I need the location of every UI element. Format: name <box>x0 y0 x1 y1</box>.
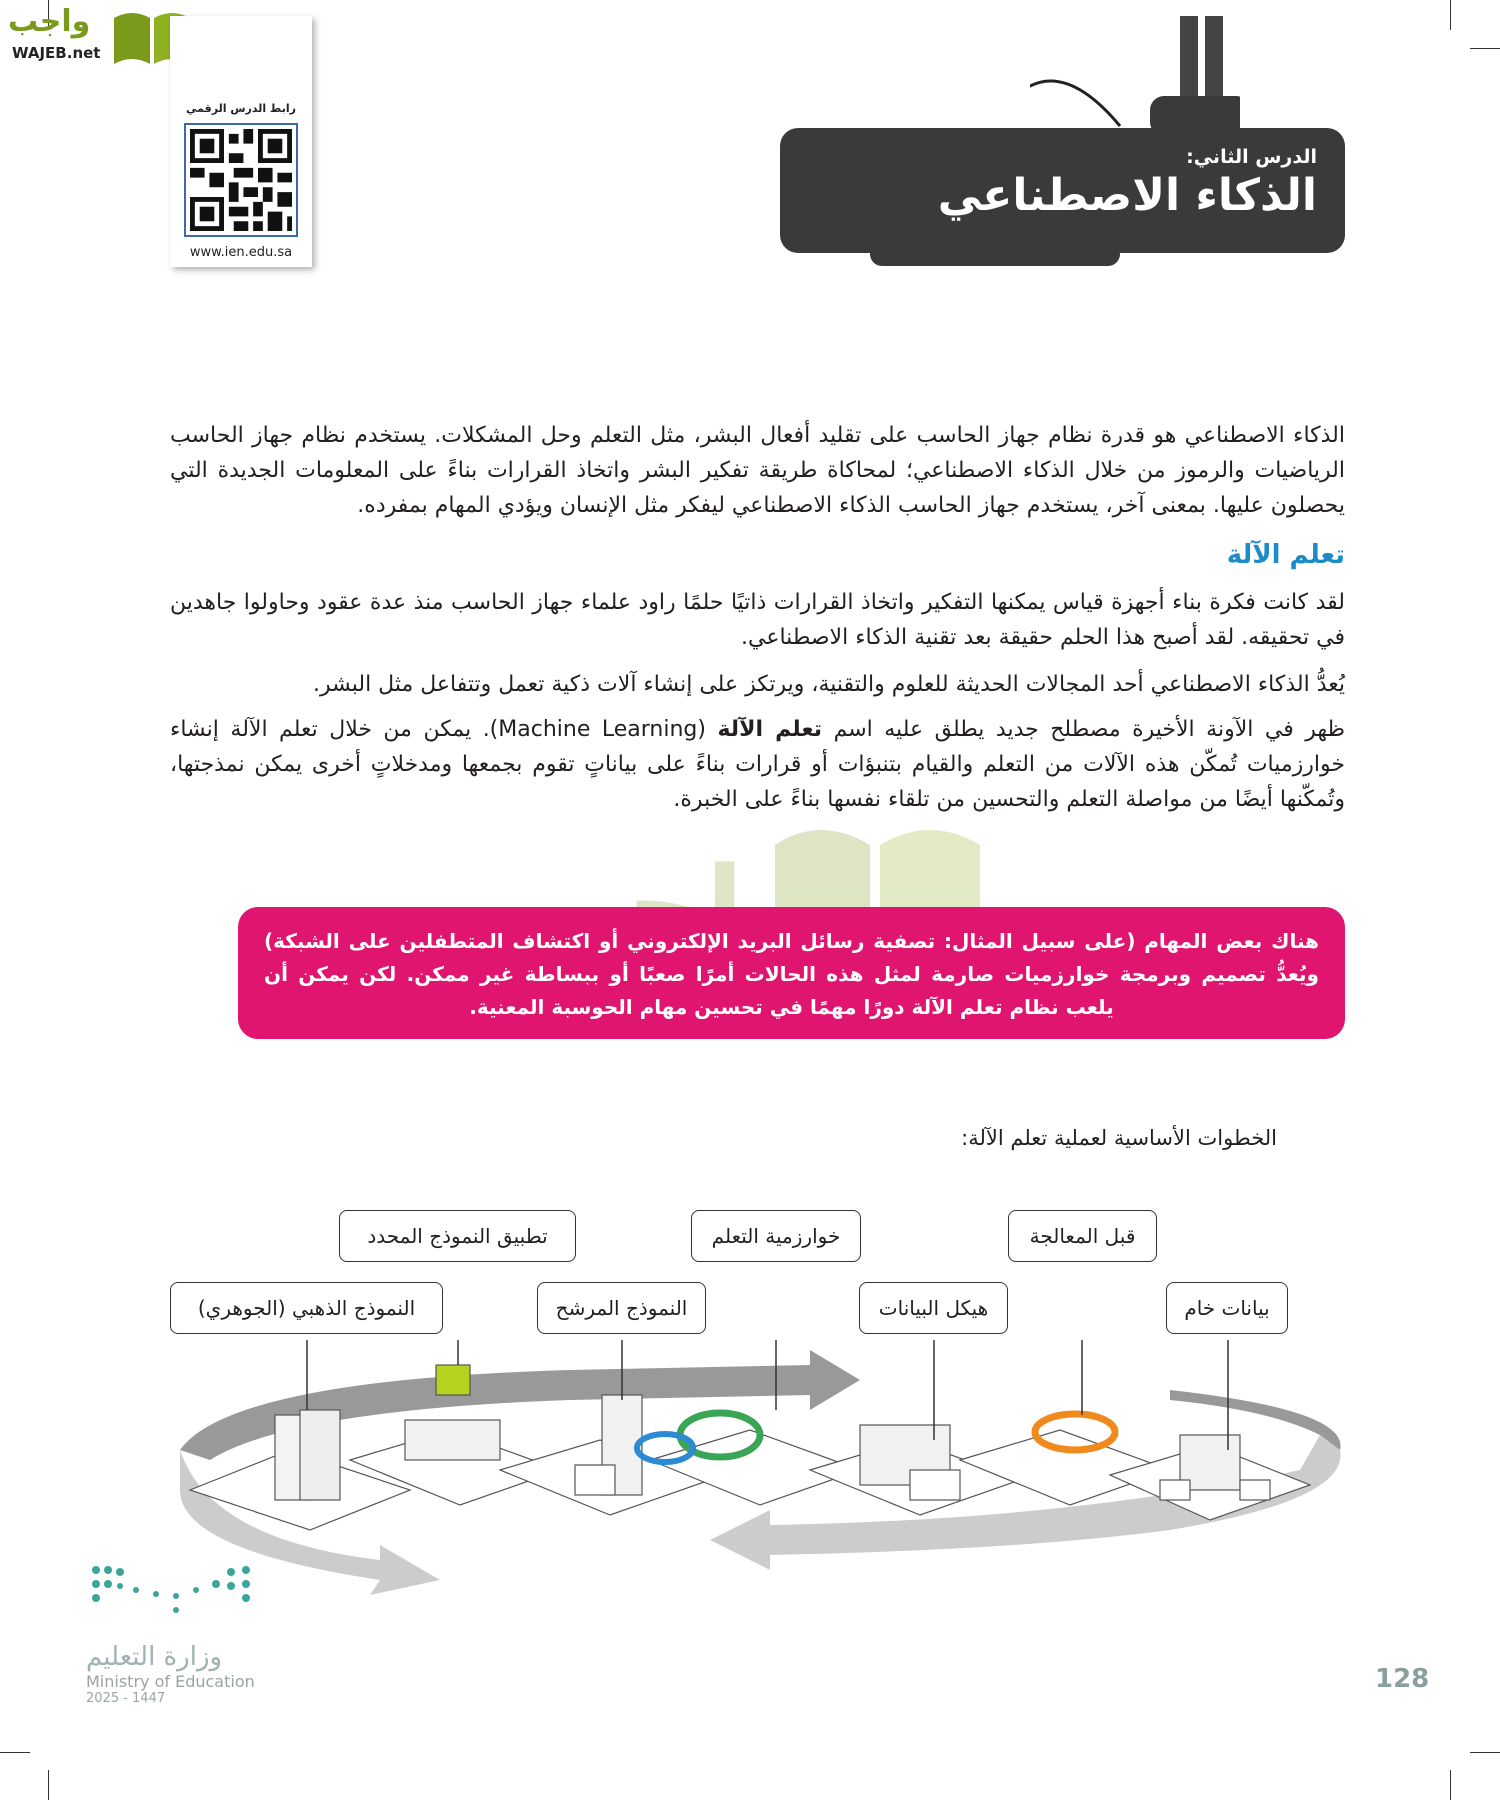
paragraph-2: يُعدُّ الذكاء الاصطناعي أحد المجالات الحديثة للعلوم والتقنية، ويرتكز على إنشاء آلات ذكية تعمل وتتفاعل مثل البشر. <box>312 672 1345 697</box>
qr-card[interactable] <box>170 16 312 267</box>
edition-year: 2025 - 1447 <box>86 1691 166 1706</box>
qr-code-icon <box>184 123 298 237</box>
p3-bold-term: تعلم الآلة <box>717 717 823 742</box>
section-heading: تعلم الآلة <box>1226 540 1345 570</box>
label-candidate-model: النموذج المرشح <box>537 1282 706 1334</box>
label-apply-selected-model: تطبيق النموذج المحدد <box>339 1210 576 1262</box>
label-preprocessing: قبل المعالجة <box>1008 1210 1157 1262</box>
label-golden-model: النموذج الذهبي (الجوهري) <box>170 1282 443 1334</box>
wajeb-logo[interactable] <box>8 4 193 68</box>
intro-paragraph: الذكاء الاصطناعي هو قدرة نظام جهاز الحاسب على تقليد أفعال البشر، مثل التعلم وحل المشكلات. يستخدم نظام جهاز الحاسب الرياضيات والرموز من خلال الذكاء الاصطناعي؛ لمحاكاة طريقة تفكير البشر واتخاذ القرارات بناءً على المعلومات الجديدة التي يحصلون عليها. بمعنى آخر، يستخدم جهاز الحاسب الذكاء الاصطناعي ليفكر مثل الإنسان ويؤدي المهام بمفرده. <box>170 423 1345 518</box>
paragraph-1: لقد كانت فكرة بناء أجهزة قياس يمكنها التفكير واتخاذ القرارات ذاتيًا حلمًا راود علماء جهاز الحاسب منذ عدة عقود وحاولوا جاهدين في تحقيقه. لقد أصبح هذا الحلم حقيقة بعد تقنية الذكاء الاصطناعي. <box>170 590 1345 650</box>
ml-process-diagram <box>170 1340 1350 1620</box>
qr-label: رابط الدرس الرقمي <box>186 102 296 115</box>
ministry-logo <box>86 1560 276 1720</box>
page-title: الذكاء الاصطناعي <box>937 170 1317 221</box>
label-learning-algorithm: خوارزمية التعلم <box>691 1210 861 1262</box>
p3-text-a: ظهر في الآونة الأخيرة مصطلح جديد يطلق عليه اسم <box>822 717 1345 742</box>
logo-text: واجب <box>8 4 91 39</box>
lesson-number: الدرس الثاني: <box>1186 146 1317 168</box>
p3-text-b: (Machine Learning). يمكن من خلال تعلم الآلة إنشاء خوارزميات تُمكّن هذه الآلات من التعلم والقيام بتنبؤات أو قرارات بناءً على بياناتٍ تقوم بجمعها ومدخلاتٍ أخرى يمكن نمذجتها، وتُمكّنها أيضًا من مواصلة التعلم والتحسين من تلقاء نفسها بناءً على الخبرة. <box>170 717 1345 812</box>
note-box: هناك بعض المهام (على سبيل المثال: تصفية رسائل البريد الإلكتروني أو اكتشاف المتطفلين على الشبكة) ويُعدُّ تصميم وبرمجة خوارزميات صارمة لمثل هذه الحالات أمرًا صعبًا أو ببساطة غير ممكن. لكن يمكن أن يلعب نظام تعلم الآلة دورًا مهمًا في تحسين مهام الحوسبة المعنية. <box>238 907 1345 1039</box>
page-number: 128 <box>1375 1664 1430 1694</box>
qr-url[interactable]: www.ien.edu.sa <box>189 245 293 260</box>
paragraph-3 <box>170 712 1345 817</box>
logo-subtext: WAJEB.net <box>12 44 101 62</box>
plug-cable-icon <box>1030 16 1240 134</box>
label-data-structure: هيكل البيانات <box>859 1282 1008 1334</box>
steps-intro: الخطوات الأساسية لعملية تعلم الآلة: <box>961 1126 1277 1150</box>
ministry-dots-icon <box>86 1560 266 1620</box>
lesson-header <box>780 128 1345 253</box>
label-raw-data: بيانات خام <box>1166 1282 1288 1334</box>
ministry-name-ar: وزارة التعليم <box>86 1642 223 1672</box>
ministry-name-en: Ministry of Education <box>86 1672 255 1691</box>
